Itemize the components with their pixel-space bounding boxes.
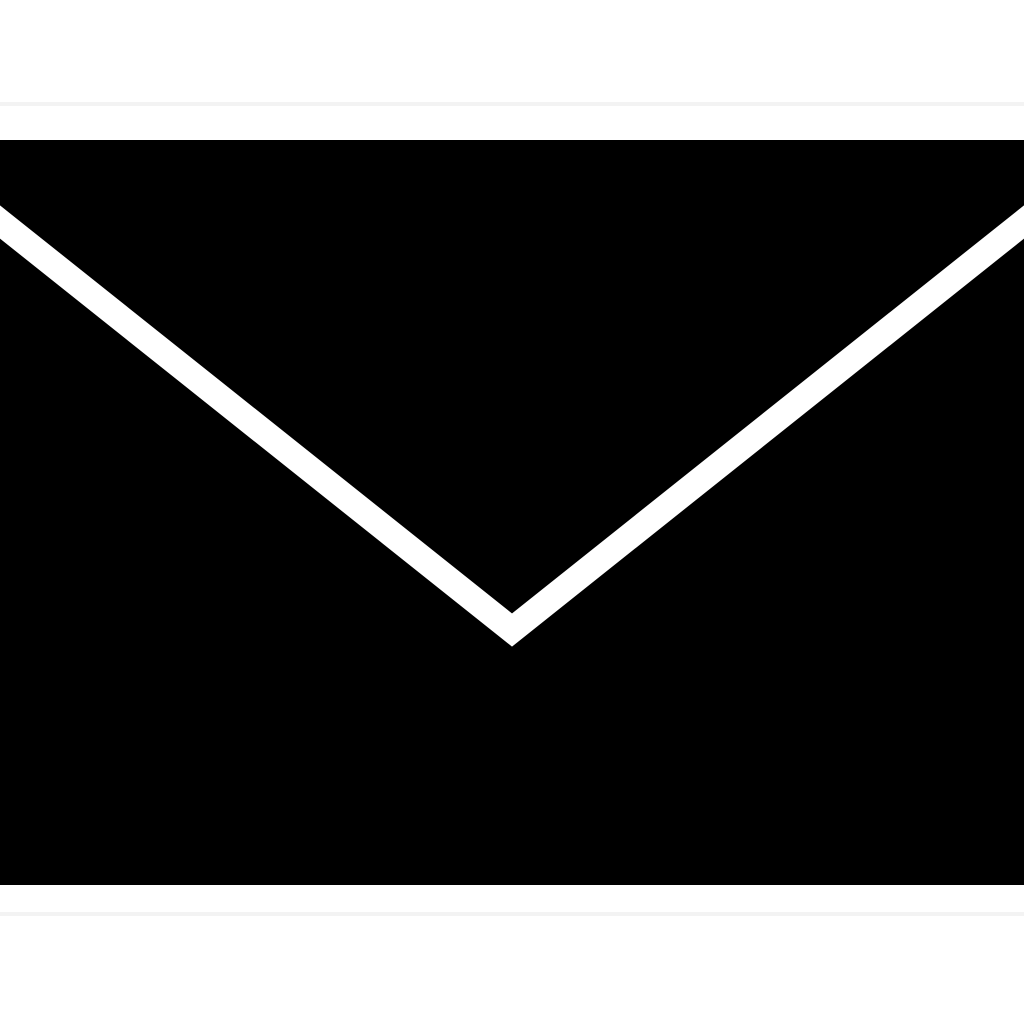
envelope-body: [0, 140, 1024, 885]
top-divider: [0, 102, 1024, 106]
bottom-divider: [0, 912, 1024, 916]
mail-icon[interactable]: [0, 140, 1024, 885]
